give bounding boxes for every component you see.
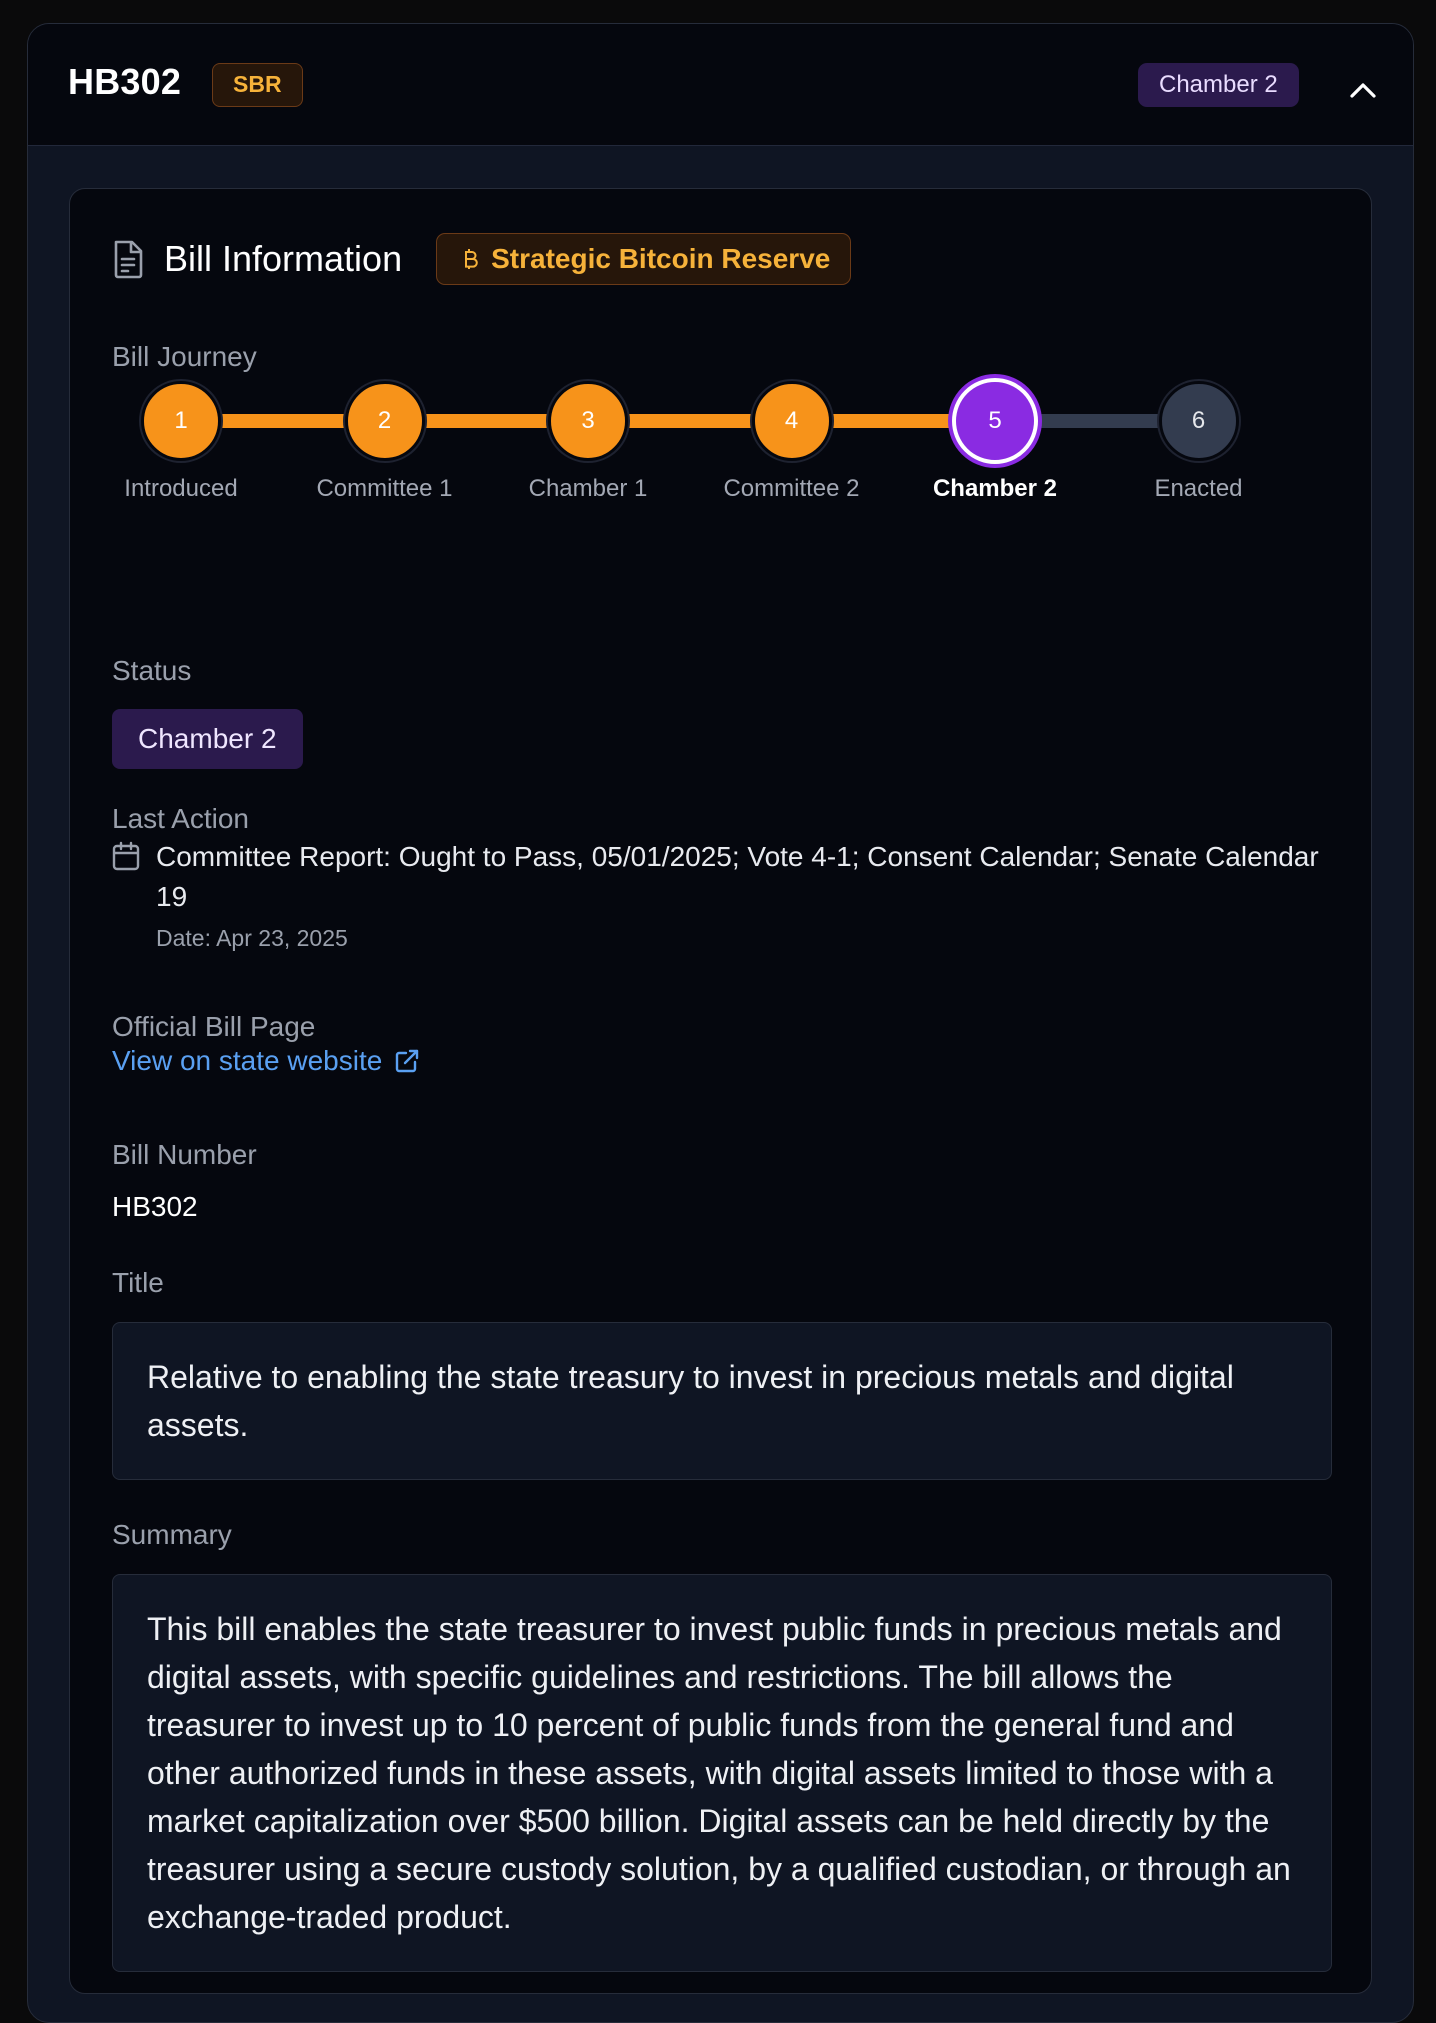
chevron-up-icon	[1346, 76, 1380, 102]
journey-step-label: Chamber 2	[932, 475, 1058, 502]
status-badge: Chamber 2	[112, 709, 303, 769]
journey-step-label: Introduced	[124, 475, 238, 502]
journey-step-2[interactable]	[345, 381, 425, 461]
last-action	[112, 837, 1332, 952]
external-link-icon	[394, 1048, 420, 1074]
journey-step-1[interactable]	[141, 381, 221, 461]
document-icon	[112, 239, 144, 279]
journey-step-number: 4	[784, 407, 799, 434]
last-action-label: Last Action	[112, 803, 249, 834]
journey-step-label: Chamber 1	[528, 475, 648, 502]
bill-card	[27, 23, 1414, 2023]
journey-step-5[interactable]	[952, 378, 1038, 464]
bill-number: HB302	[112, 1191, 198, 1222]
journey-step-label: Committee 1	[316, 475, 453, 502]
panel-title: Bill Information	[164, 238, 403, 279]
journey-step-number: 3	[581, 407, 595, 434]
state-website-link-label: View on state website	[112, 1045, 383, 1076]
header-status-badge: Chamber 2	[1138, 63, 1299, 107]
journey-step-3[interactable]	[548, 381, 628, 461]
bill-number-label: Bill Number	[112, 1139, 257, 1170]
journey-step-4[interactable]	[752, 381, 832, 461]
topic-badge-label: Strategic Bitcoin Reserve	[491, 243, 831, 274]
journey-step-label: Committee 2	[723, 475, 860, 502]
summary-label: Summary	[112, 1519, 232, 1550]
panel-header	[112, 233, 851, 285]
journey-step-6[interactable]	[1159, 381, 1239, 461]
bitcoin-icon	[461, 248, 479, 270]
tag-badge: SBR	[212, 63, 303, 107]
bill-summary-box: This bill enables the state treasurer to invest public funds in precious metals and digital assets, with specific guidelines and restrictions. The bill allows the treasurer to invest up to 10 percent of public funds from the general fund and other authorized funds in these assets, with digital assets limited to those with a market capitalization over $500 billion. Digital assets can be held directly by the treasurer using a secure custody solution, by a qualified custodian, or through an exchange-traded product.	[112, 1574, 1332, 1972]
journey-step-number: 2	[377, 407, 392, 434]
journey-step-number: 6	[1191, 407, 1206, 434]
bill-information-panel	[69, 188, 1372, 1994]
bill-journey	[112, 381, 1332, 521]
status-label: Status	[112, 655, 192, 686]
state-website-link[interactable]	[112, 1045, 420, 1077]
journey-step-number: 5	[988, 407, 1002, 434]
topic-badge	[436, 233, 851, 285]
last-action-date: Date: Apr 23, 2025	[156, 925, 348, 951]
calendar-icon	[112, 841, 140, 871]
title-label: Title	[112, 1267, 164, 1298]
journey-step-number: 1	[174, 407, 188, 434]
bill-id: HB302	[68, 61, 182, 102]
bill-card-header[interactable]	[28, 24, 1413, 146]
bill-title-box: Relative to enabling the state treasury to invest in precious metals and digital assets.	[112, 1322, 1332, 1480]
collapse-button[interactable]	[1346, 76, 1380, 102]
last-action-text: Committee Report: Ought to Pass, 05/01/2025; Vote 4-1; Consent Calendar; Senate Calendar 19	[156, 841, 1319, 912]
journey-step-label: Enacted	[1154, 475, 1243, 502]
official-page-label: Official Bill Page	[112, 1011, 316, 1042]
journey-label: Bill Journey	[112, 341, 257, 372]
